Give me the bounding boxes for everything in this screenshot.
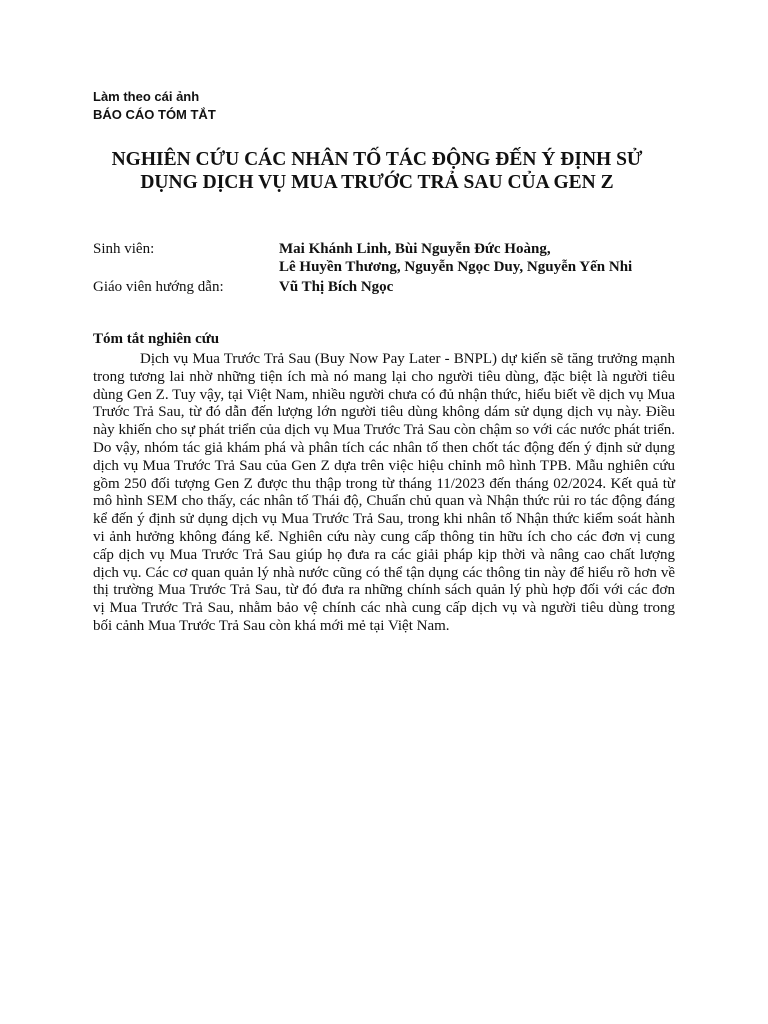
students-line-2: Lê Huyền Thương, Nguyễn Ngọc Duy, Nguyễn Yến Nhi: [279, 259, 633, 275]
header-notes: [93, 88, 216, 124]
students-line-1: Mai Khánh Linh, Bùi Nguyễn Đức Hoàng,: [279, 241, 551, 257]
summary-paragraph: Dịch vụ Mua Trước Trả Sau (Buy Now Pay Later - BNPL) dự kiến sẽ tăng trưởng mạnh trong tương lai nhờ những tiện ích mà nó mang lại cho người tiêu dùng, đặc biệt là người tiêu dùng Gen Z. Tuy vậy, tại Việt Nam, nhiều người chưa có đủ nhận thức, hiểu biết về dịch vụ Mua Trước Trả Sau, từ đó dẫn đến lượng lớn người tiêu dùng không dám sử dụng dịch vụ này. Điều này khiến cho sự phát triển của dịch vụ Mua Trước Trả Sau còn chậm so với các nước phát triển. Do vậy, nhóm tác giả khám phá và phân tích các nhân tố then chốt tác động đến ý định sử dụng dịch vụ Mua Trước Trả Sau của Gen Z dựa trên việc hiệu chỉnh mô hình TPB. Mẫu nghiên cứu gồm 250 đối tượng Gen Z được thu thập trong từ tháng 11/2023 đến tháng 02/2024. Kết quả từ mô hình SEM cho thấy, các nhân tố Thái độ, Chuẩn chủ quan và Nhận thức rủi ro tác động đáng kể đến ý định sử dụng dịch vụ Mua Trước Trả Sau, trong khi nhân tố Nhận thức kiểm soát hành vi ảnh hưởng không đáng kể. Nghiên cứu này cung cấp thông tin hữu ích cho các đơn vị cung cấp dịch vụ Mua Trước Trả Sau giúp họ đưa ra các giải pháp kịp thời và nâng cao chất lượng dịch vụ. Các cơ quan quản lý nhà nước cũng có thể tận dụng các thông tin này để hiểu rõ hơn về thị trường Mua Trước Trả Sau, từ đó đưa ra những chính sách quản lý phù hợp đối với các đơn vị Mua Trước Trả Sau, nhằm bảo vệ chính các nhà cung cấp dịch vụ và người tiêu dùng trong bối cảnh Mua Trước Trả Sau còn khá mới mẻ tại Việt Nam.: [93, 351, 675, 634]
students-row: [93, 240, 675, 276]
summary-heading: Tóm tắt nghiên cứu: [93, 331, 220, 347]
report-type-label: BÁO CÁO TÓM TẮT: [93, 107, 216, 122]
header-note: Làm theo cái ảnh: [93, 89, 200, 104]
students-label: Sinh viên:: [93, 241, 155, 257]
teacher-row: [93, 278, 675, 296]
paper-title: NGHIÊN CỨU CÁC NHÂN TỐ TÁC ĐỘNG ĐẾN Ý ĐỊNH SỬ DỤNG DỊCH VỤ MUA TRƯỚC TRẢ SAU CỦA GEN Z: [111, 149, 643, 193]
teacher-label: Giáo viên hướng dẫn:: [93, 279, 224, 295]
author-info: [93, 240, 675, 296]
students-names: [279, 240, 675, 276]
teacher-name: Vũ Thị Bích Ngọc: [279, 279, 394, 295]
